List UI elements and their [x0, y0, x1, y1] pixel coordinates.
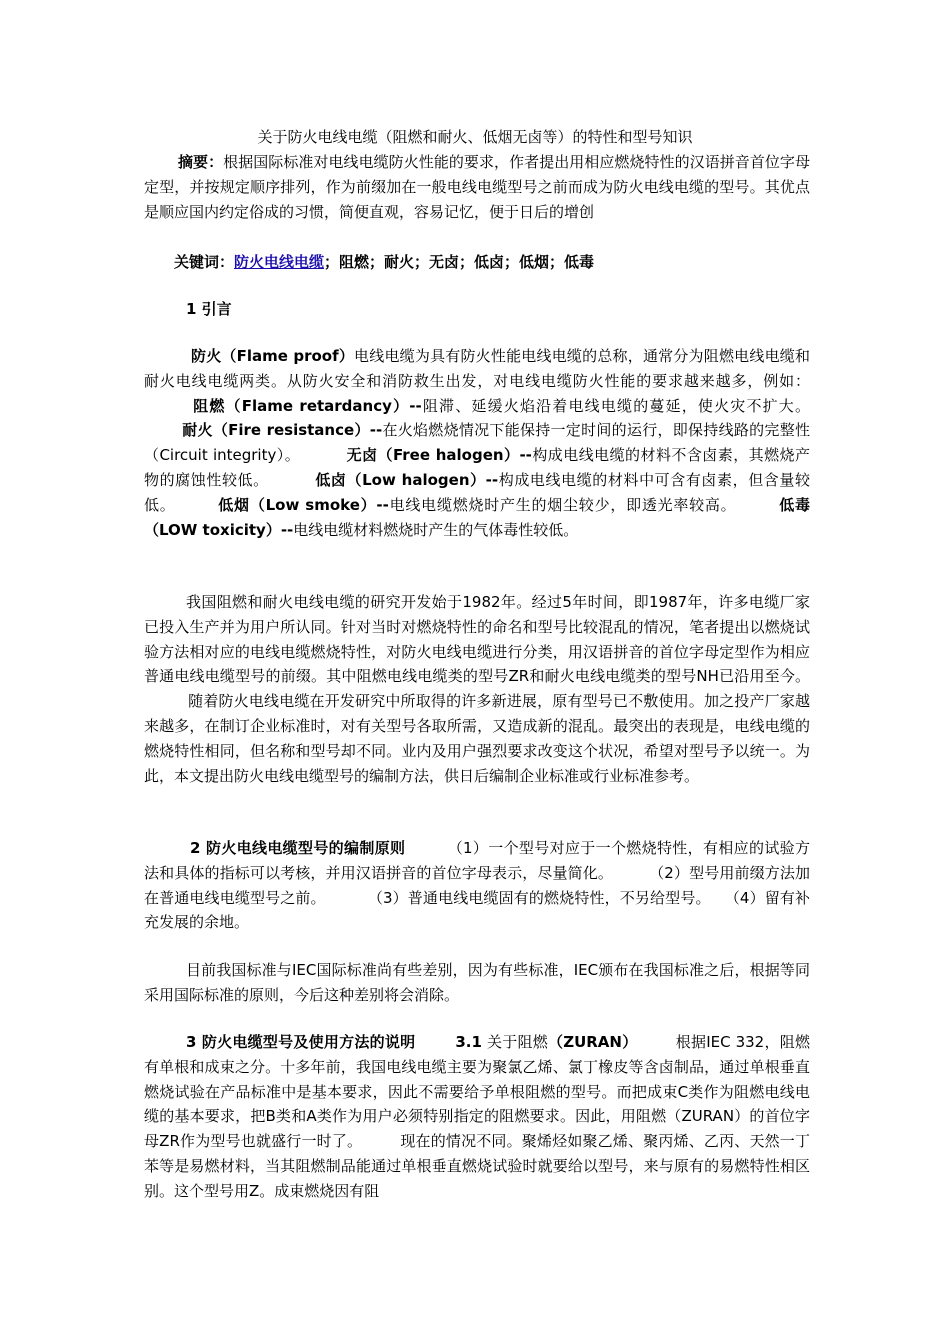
- section-2-heading: 2 防火电线电缆型号的编制原则: [190, 839, 406, 857]
- section-3-text-1: 根据IEC 332，阻燃有单根和成束之分。十多年前，我国电线电缆主要为聚氯乙烯、氯丁橡皮等含卤制品，通过单根垂直燃烧试验在产品标准中是基本要求，因此不需要给予单根阻燃的型号。而把成束C类作为阻燃电线电缆的基本要求，把B类和A类作为用户必须特别指定的阻燃要求。因此，用阻燃（ZURAN）的首位字母ZR作为型号也就盛行一时了。: [144, 1033, 810, 1151]
- subsection-3-1-number: 3.1: [455, 1033, 482, 1051]
- term-low-smoke: 低烟（Low smoke）--: [217, 495, 389, 514]
- term-low-toxicity: 低毒（LOW toxicity）--: [144, 495, 810, 539]
- subsection-3-1-title-bold: （ZURAN）: [547, 1033, 638, 1051]
- keywords-link[interactable]: 防火电线电缆: [234, 253, 325, 271]
- keywords-label: 关键词：: [174, 253, 235, 271]
- abstract-paragraph: [144, 150, 810, 224]
- document-title: 关于防火电线电缆（阻燃和耐火、低烟无卤等）的特性和型号知识: [257, 128, 693, 146]
- abstract-label: 摘要：: [178, 153, 224, 171]
- def-fire-resistance: 在火焰燃烧情况下能保持一定时间的运行，即保持线路的完整性（Circuit integrity）。: [144, 421, 810, 465]
- term-free-halogen: 无卤（Free halogen）--: [346, 446, 532, 465]
- keywords-list: ；阻燃；耐火；无卤；低卤；低烟；低毒: [324, 253, 595, 271]
- term-low-halogen: 低卤（Low halogen）--: [314, 470, 499, 489]
- section-1-heading: 1 引言: [186, 300, 232, 318]
- history-text-1: 我国阻燃和耐火电线电缆的研究开发始于1982年。经过5年时间，即1987年，许多电缆厂家已投入生产并为用户所认同。针对当时对燃烧特性的命名和型号比较混乱的情况，笔者提出以燃烧试验方法相对应的电线电缆燃烧特性，对防火电线电缆进行分类，用汉语拼音的首位字母定型作为相应普通电线电缆型号的前缀。其中阻燃电线电缆类的型号ZR和耐火电线电缆类的型号NH已沿用至今。: [144, 593, 810, 686]
- term-flame-proof: 防火（Flame proof）: [191, 347, 355, 365]
- section-3-text-2: 现在的情况不同。聚烯烃如聚乙烯、聚丙烯、乙丙、天然一丁苯等是易燃材料，当其阻燃制品能通过单根垂直燃烧试验时就要给以型号，来与原有的易燃特性相区别。这个型号用Z。成束燃烧因有阻: [144, 1132, 810, 1200]
- term-flame-retardancy: 阻燃（Flame retardancy）--: [192, 396, 422, 415]
- term-fire-resistance: 耐火（Fire resistance）--: [182, 421, 383, 440]
- principle-3: （3）普通电线电缆固有的燃烧特性，不另给型号。: [367, 888, 711, 907]
- section-3-heading: 3 防火电缆型号及使用方法的说明: [186, 1033, 416, 1051]
- history-text-2: 随着防火电线电缆在开发研究中所取得的许多新进展，原有型号已不敷使用。加之投产厂家越来越多，在制订企业标准时，对有关型号各取所需，又造成新的混乱。最突出的表现是，电线电缆的燃烧特性相同，但名称和型号却不同。业内及用户强烈要求改变这个状况，希望对型号予以统一。为此，本文提出防火电线电缆型号的编制方法，供日后编制企业标准或行业标准参考。: [144, 692, 810, 785]
- subsection-3-1-title: 关于阻燃: [486, 1033, 548, 1051]
- principle-2: （2）型号用前缀方法加在普通电线电缆型号之前。: [144, 863, 811, 907]
- principle-4: （4）留有补充发展的余地。: [144, 888, 810, 932]
- principle-1: （1）一个型号对应于一个燃烧特性，有相应的试验方法和具体的指标可以考核，并用汉语拼音的首位字母表示，尽量简化。: [144, 839, 810, 882]
- abstract-text: 根据国际标准对电线电缆防火性能的要求，作者提出用相应燃烧特性的汉语拼音首位字母定型，并按规定顺序排列，作为前缀加在一般电线电缆型号之前而成为防火电线电缆的型号。其优点是顺应国内约定俗成的习惯，简便直观，容易记忆，便于日后的增创: [144, 153, 810, 221]
- section-2-paragraph: [144, 836, 810, 935]
- def-flame-proof: 电线电缆为具有防火性能电线电缆的总称，通常分为阻燃电线电缆和耐火电线电缆两类。从防火安全和消防救生出发，对电线电缆防火性能的要求越来越多，例如：: [144, 347, 810, 390]
- iec-paragraph: 目前我国标准与IEC国际标准尚有些差别，因为有些标准，IEC颁布在我国标准之后，根据等同采用国际标准的原则，今后这种差别将会消除。: [144, 961, 810, 1004]
- section-3-paragraph: [144, 1030, 810, 1204]
- def-low-toxicity: 电线电缆材料燃烧时产生的气体毒性较低。: [293, 520, 579, 539]
- def-low-smoke: 电线电缆燃烧时产生的烟尘较少，即透光率较高。: [388, 495, 737, 514]
- keywords-paragraph: [144, 250, 810, 275]
- history-paragraph: [144, 590, 810, 788]
- def-low-halogen: 构成电线电缆的材料中可含有卤素，但含量较低。: [144, 470, 810, 514]
- def-flame-retardancy: 阻滞、延缓火焰沿着电线电缆的蔓延，使火灾不扩大。: [421, 396, 810, 415]
- intro-paragraph: [144, 344, 810, 542]
- def-free-halogen: 构成电线电缆的材料不含卤素，其燃烧产物的腐蚀性较低。: [144, 446, 810, 489]
